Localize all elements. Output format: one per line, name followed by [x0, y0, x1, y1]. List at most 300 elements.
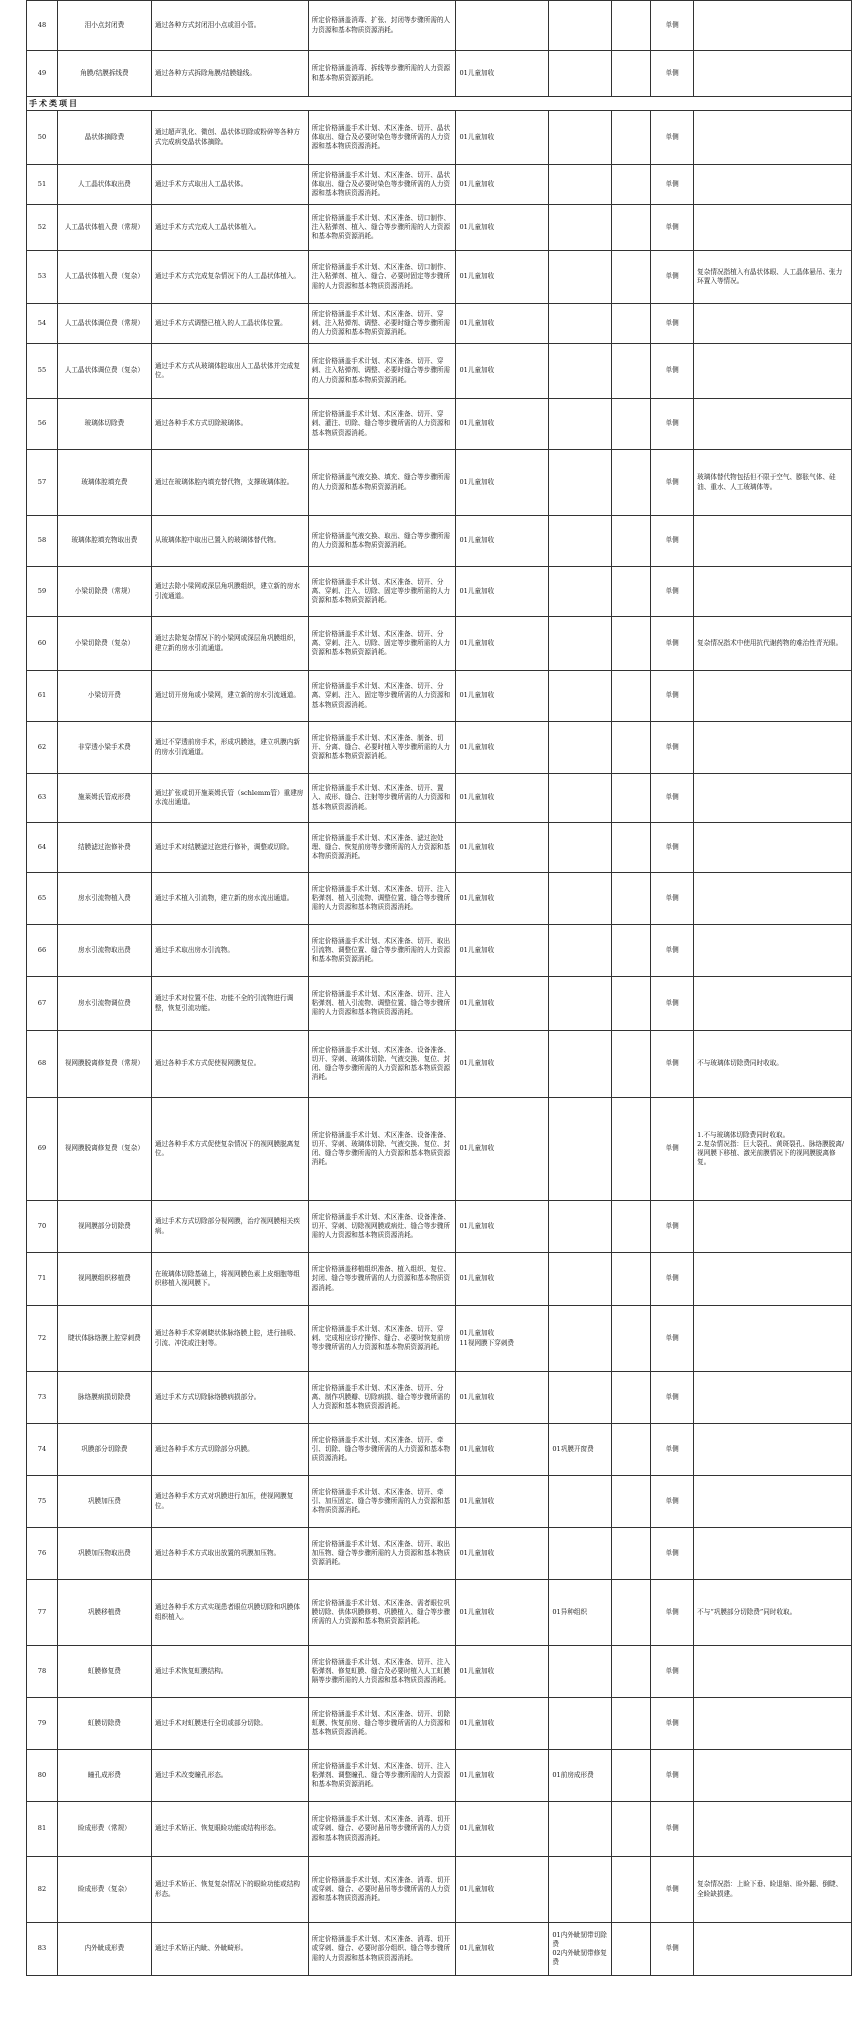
empty-cell: [612, 1372, 651, 1424]
item-content-cell: 通过手术矫正、恢复复杂情况下的眼睑功能或结构形态。: [151, 1857, 308, 1923]
unit-cell: 单侧: [651, 1, 694, 51]
item-name-cell: 小梁切开费: [57, 671, 151, 722]
item-content-cell: 通过各种手术方式促使复杂情况下的视网膜脱离复位。: [151, 1098, 308, 1201]
addon-cell: 01儿童加收: [456, 873, 549, 925]
price-scope-cell: 所定价格涵盖手术计划、术区准备、切开、注入粘弹剂、调整瞳孔、缝合等步骤所需的人力资源和基本物质资源消耗。: [308, 1750, 456, 1802]
note-cell: [694, 165, 852, 205]
item-name-cell: 房水引流物植入费: [57, 873, 151, 925]
extension-cell: [549, 722, 612, 774]
empty-cell: [612, 205, 651, 251]
addon-cell: 01儿童加收: [456, 1528, 549, 1580]
item-name-cell: 施莱姆氏管成形费: [57, 774, 151, 823]
item-content-cell: 通过手术矫正、恢复眼睑功能或结构形态。: [151, 1802, 308, 1857]
row-number-cell: 83: [27, 1923, 58, 1976]
table-row: [27, 1698, 852, 1750]
note-cell: [694, 1372, 852, 1424]
price-scope-cell: 所定价格涵盖手术计划、术区准备、切开、分离、穿刺、注入、固定等步骤所需的人力资源和基本物质资源消耗。: [308, 671, 456, 722]
item-content-cell: 通过手术方式切除脉络膜病损部分。: [151, 1372, 308, 1424]
row-number-cell: 59: [27, 567, 58, 617]
table-row: [27, 1372, 852, 1424]
row-number-cell: 74: [27, 1424, 58, 1476]
price-scope-cell: 所定价格涵盖消毒、扩张、封闭等步骤所需的人力资源和基本物质资源消耗。: [308, 1, 456, 51]
item-content-cell: 通过超声乳化、微创、晶状体切除或粉碎等各种方式完成病变晶状体摘除。: [151, 111, 308, 165]
row-number-cell: 79: [27, 1698, 58, 1750]
price-scope-cell: 所定价格涵盖手术计划、术区准备、切开、穿刺、注入粘弹剂、调整、必要时缝合等步骤所需的人力资源和基本物质资源消耗。: [308, 344, 456, 399]
note-cell: [694, 671, 852, 722]
unit-cell: 单侧: [651, 1201, 694, 1253]
row-number-cell: 82: [27, 1857, 58, 1923]
note-cell: [694, 51, 852, 97]
addon-cell: 01儿童加收: [456, 1802, 549, 1857]
unit-cell: 单侧: [651, 567, 694, 617]
table-row: [27, 1802, 852, 1857]
price-scope-cell: 所定价格涵盖手术计划、术区准备、切开、注入粘弹剂、植入引流物、调整位置、缝合等步骤所需的人力资源和基本物质资源消耗。: [308, 873, 456, 925]
price-scope-cell: 所定价格涵盖手术计划、术区准备、切开、穿刺、注入粘弹剂、调整、必要时缝合等步骤所需的人力资源和基本物质资源消耗。: [308, 304, 456, 344]
empty-cell: [612, 165, 651, 205]
unit-cell: 单侧: [651, 774, 694, 823]
row-number-cell: 75: [27, 1476, 58, 1528]
price-table-body: [27, 1, 852, 1976]
empty-cell: [612, 1, 651, 51]
note-cell: [694, 774, 852, 823]
note-cell: [694, 1, 852, 51]
unit-cell: 单侧: [651, 1580, 694, 1646]
price-scope-cell: 所定价格涵盖移植组织准备、植入组织、复位、封闭、缝合等步骤所需的人力资源和基本物质资源消耗。: [308, 1253, 456, 1306]
addon-cell: 01儿童加收: [456, 617, 549, 671]
addon-cell: 01儿童加收: [456, 823, 549, 873]
table-row: [27, 1580, 852, 1646]
empty-cell: [612, 1201, 651, 1253]
extension-cell: 01巩膜开窗费: [549, 1424, 612, 1476]
unit-cell: 单侧: [651, 450, 694, 516]
row-number-cell: 72: [27, 1306, 58, 1372]
price-scope-cell: 所定价格涵盖手术计划、术区准备、切开、穿刺、灌注、切除、缝合等步骤所需的人力资源和基本物质资源消耗。: [308, 399, 456, 450]
unit-cell: 单侧: [651, 1031, 694, 1098]
note-cell: [694, 1528, 852, 1580]
unit-cell: 单侧: [651, 1424, 694, 1476]
table-row: [27, 51, 852, 97]
row-number-cell: 68: [27, 1031, 58, 1098]
row-number-cell: 77: [27, 1580, 58, 1646]
addon-cell: 01儿童加收: [456, 1923, 549, 1976]
extension-cell: [549, 165, 612, 205]
note-cell: 复杂情况指：上睑下垂、睑退缩、睑外翻、倒睫、全睑缺损建。: [694, 1857, 852, 1923]
item-name-cell: 非穿透小梁手术费: [57, 722, 151, 774]
item-name-cell: 视网膜组织移植费: [57, 1253, 151, 1306]
table-row: [27, 1098, 852, 1201]
item-name-cell: 结膜滤过泡修补费: [57, 823, 151, 873]
price-scope-cell: 所定价格涵盖手术计划、术区准备、切开、置入、成形、缝合、注射等步骤所需的人力资源和基本物质资源消耗。: [308, 774, 456, 823]
table-row: [27, 567, 852, 617]
item-content-cell: 通过各种手术方式切除玻璃体。: [151, 399, 308, 450]
note-cell: [694, 1201, 852, 1253]
empty-cell: [612, 1646, 651, 1698]
empty-cell: [612, 1580, 651, 1646]
extension-cell: [549, 873, 612, 925]
addon-cell: 01儿童加收: [456, 1098, 549, 1201]
price-scope-cell: 所定价格涵盖手术计划、术区准备、消毒、切开或穿刺、缝合、必要时悬吊等步骤所需的人力资源和基本物质资源消耗。: [308, 1802, 456, 1857]
note-cell: [694, 1253, 852, 1306]
price-scope-cell: 所定价格涵盖气液交换、取出、缝合等步骤所需的人力资源和基本物质资源消耗。: [308, 516, 456, 567]
addon-cell: 01儿童加收: [456, 251, 549, 304]
unit-cell: 单侧: [651, 1802, 694, 1857]
empty-cell: [612, 925, 651, 977]
note-cell: [694, 1698, 852, 1750]
empty-cell: [612, 111, 651, 165]
table-row: [27, 165, 852, 205]
row-number-cell: 58: [27, 516, 58, 567]
addon-cell: 01儿童加收: [456, 304, 549, 344]
item-name-cell: 巩膜部分切除费: [57, 1424, 151, 1476]
table-row: [27, 1424, 852, 1476]
addon-cell: 01儿童加收: [456, 111, 549, 165]
table-row: [27, 823, 852, 873]
row-number-cell: 65: [27, 873, 58, 925]
item-content-cell: 通过手术矫正内眦、外眦畸形。: [151, 1923, 308, 1976]
empty-cell: [612, 304, 651, 344]
note-cell: 1.不与玻璃体切除费同时收取。 2.复杂情况指：巨大裂孔、黄斑裂孔、脉络膜脱离/视网膜下移植、激光前膜情况下的视网膜脱离修复。: [694, 1098, 852, 1201]
note-cell: [694, 722, 852, 774]
extension-cell: [549, 399, 612, 450]
empty-cell: [612, 450, 651, 516]
price-scope-cell: 所定价格涵盖手术计划、术区准备、切口制作、注入粘弹剂、植入、缝合、必要时固定等步骤所需的人力资源和基本物质资源消耗。: [308, 251, 456, 304]
empty-cell: [612, 1923, 651, 1976]
empty-cell: [612, 1306, 651, 1372]
addon-cell: 01儿童加收: [456, 671, 549, 722]
price-scope-cell: 所定价格涵盖手术计划、术区准备、消毒、切开或穿刺、缝合、必要时悬吊等步骤所需的人力资源和基本物质资源消耗。: [308, 1857, 456, 1923]
unit-cell: 单侧: [651, 304, 694, 344]
extension-cell: [549, 1098, 612, 1201]
price-scope-cell: 所定价格涵盖手术计划、术区准备、切开、取出引流物、调整位置、缝合等步骤所需的人力资源和基本物质资源消耗。: [308, 925, 456, 977]
addon-cell: 01儿童加收: [456, 1476, 549, 1528]
unit-cell: 单侧: [651, 51, 694, 97]
addon-cell: 01儿童加收: [456, 344, 549, 399]
item-content-cell: 通过去除小梁网或深层角巩膜组织，建立新的房水引流通道。: [151, 567, 308, 617]
note-cell: [694, 925, 852, 977]
empty-cell: [612, 774, 651, 823]
row-number-cell: 62: [27, 722, 58, 774]
row-number-cell: 57: [27, 450, 58, 516]
price-scope-cell: 所定价格涵盖手术计划、术区准备、切开、晶状体取出、缝合及必要时染色等步骤所需的人力资源和基本物质资源消耗。: [308, 165, 456, 205]
table-row: [27, 516, 852, 567]
empty-cell: [612, 1098, 651, 1201]
note-cell: [694, 567, 852, 617]
extension-cell: [549, 51, 612, 97]
item-content-cell: 通过各种手术方式实现患者眼位巩膜切除和巩膜体组织植入。: [151, 1580, 308, 1646]
item-content-cell: 通过各种手术方式切除部分巩膜。: [151, 1424, 308, 1476]
extension-cell: [549, 1201, 612, 1253]
unit-cell: 单侧: [651, 1646, 694, 1698]
extension-cell: [549, 1253, 612, 1306]
row-number-cell: 64: [27, 823, 58, 873]
unit-cell: 单侧: [651, 251, 694, 304]
price-scope-cell: 所定价格涵盖手术计划、术区准备、切开、晶状体取出、缝合及必要时染色等步骤所需的人力资源和基本物质资源消耗。: [308, 111, 456, 165]
empty-cell: [612, 344, 651, 399]
price-scope-cell: 所定价格涵盖手术计划、术区准备、切开、穿刺、完成相应诊疗操作、缝合、必要时恢复前房等步骤所需的人力资源和基本物质资源消耗。: [308, 1306, 456, 1372]
empty-cell: [612, 1698, 651, 1750]
price-scope-cell: 所定价格涵盖手术计划、术区准备、切开、注入粘弹剂、修复虹膜、缝合及必要时植入人工虹膜隔等步骤所需的人力资源和基本物质资源消耗。: [308, 1646, 456, 1698]
note-cell: 不与“巩膜部分切除费”同时收取。: [694, 1580, 852, 1646]
extension-cell: [549, 1646, 612, 1698]
table-row: [27, 925, 852, 977]
unit-cell: 单侧: [651, 1528, 694, 1580]
extension-cell: [549, 567, 612, 617]
table-row: [27, 1476, 852, 1528]
empty-cell: [612, 1424, 651, 1476]
price-scope-cell: 所定价格涵盖手术计划、术区准备、设备准备、切开、穿刺、玻璃体切除、气液交换、复位、封闭、缝合等步骤所需的人力资源和基本物质资源消耗。: [308, 1098, 456, 1201]
table-row: [27, 671, 852, 722]
extension-cell: [549, 1857, 612, 1923]
item-name-cell: 脉络膜病损切除费: [57, 1372, 151, 1424]
unit-cell: 单侧: [651, 977, 694, 1031]
price-scope-cell: 所定价格涵盖手术计划、术区准备、消毒、切开或穿刺、缝合、必要时部分组织、缝合等步骤所需的人力资源和基本物质资源消耗。: [308, 1923, 456, 1976]
item-name-cell: 睫状体脉络膜上腔穿刺费: [57, 1306, 151, 1372]
item-name-cell: 视网膜脱离修复费（常规）: [57, 1031, 151, 1098]
table-row: [27, 399, 852, 450]
item-name-cell: 小梁切除费（复杂）: [57, 617, 151, 671]
unit-cell: 单侧: [651, 1476, 694, 1528]
item-content-cell: 通过扩张或切开施莱姆氏管（schlemm管）重建房水流出通道。: [151, 774, 308, 823]
addon-cell: 01儿童加收: [456, 516, 549, 567]
item-content-cell: 通过手术恢复虹膜结构。: [151, 1646, 308, 1698]
price-table: [26, 0, 852, 1976]
item-content-cell: 通过不穿透前房手术，形成巩膜池，建立巩膜内新的房水引流通道。: [151, 722, 308, 774]
price-scope-cell: 所定价格涵盖手术计划、术区准备、切开、分离、穿刺、注入、切除、固定等步骤所需的人力资源和基本物质资源消耗。: [308, 567, 456, 617]
addon-cell: 01儿童加收: [456, 925, 549, 977]
extension-cell: [549, 1031, 612, 1098]
note-cell: [694, 823, 852, 873]
price-scope-cell: 所定价格涵盖手术计划、术区准备、切口制作、注入粘弹剂、植入、缝合等步骤所需的人力资源和基本物质资源消耗。: [308, 205, 456, 251]
price-scope-cell: 所定价格涵盖手术计划、术区准备、切开、取出加压物、缝合等步骤所需的人力资源和基本物质资源消耗。: [308, 1528, 456, 1580]
table-row: [27, 304, 852, 344]
table-row: [27, 111, 852, 165]
row-number-cell: 54: [27, 304, 58, 344]
price-scope-cell: 所定价格涵盖手术计划、术区准备、需者眼位巩膜切除、供体巩膜修剪、巩膜植入、缝合等步骤所需的人力资源和基本物质资源消耗。: [308, 1580, 456, 1646]
item-name-cell: 人工晶状体取出费: [57, 165, 151, 205]
note-cell: [694, 1306, 852, 1372]
note-cell: [694, 111, 852, 165]
note-cell: [694, 344, 852, 399]
item-content-cell: 通过手术方式完成复杂情况下的人工晶状体植入。: [151, 251, 308, 304]
unit-cell: 单侧: [651, 344, 694, 399]
table-row: [27, 1646, 852, 1698]
item-content-cell: 通过手术方式调整已植入的人工晶状体位置。: [151, 304, 308, 344]
item-content-cell: 在玻璃体切除基础上，将视网膜色素上皮细胞等组织移植入视网膜下。: [151, 1253, 308, 1306]
item-name-cell: 人工晶状体植入费（常规）: [57, 205, 151, 251]
item-content-cell: 通过各种手术方式对巩膜进行加压，使视网膜复位。: [151, 1476, 308, 1528]
empty-cell: [612, 567, 651, 617]
empty-cell: [612, 617, 651, 671]
item-name-cell: 房水引流物调位费: [57, 977, 151, 1031]
section-header-row: [27, 97, 852, 111]
price-scope-cell: 所定价格涵盖手术计划、术区准备、切开、分离、制作巩膜瓣、切除病损、缝合等步骤所需的人力资源和基本物质资源消耗。: [308, 1372, 456, 1424]
table-row: [27, 1201, 852, 1253]
addon-cell: 01儿童加收: [456, 1580, 549, 1646]
item-name-cell: 虹膜切除费: [57, 1698, 151, 1750]
note-cell: [694, 516, 852, 567]
empty-cell: [612, 399, 651, 450]
unit-cell: 单侧: [651, 1857, 694, 1923]
row-number-cell: 70: [27, 1201, 58, 1253]
row-number-cell: 81: [27, 1802, 58, 1857]
row-number-cell: 48: [27, 1, 58, 51]
unit-cell: 单侧: [651, 111, 694, 165]
unit-cell: 单侧: [651, 722, 694, 774]
section-title: 手术类项目: [27, 97, 852, 111]
extension-cell: [549, 516, 612, 567]
extension-cell: [549, 1476, 612, 1528]
addon-cell: 01儿童加收: [456, 1646, 549, 1698]
table-row: [27, 617, 852, 671]
row-number-cell: 78: [27, 1646, 58, 1698]
row-number-cell: 55: [27, 344, 58, 399]
price-scope-cell: 所定价格涵盖消毒、拆线等步骤所需的人力资源和基本物质资源消耗。: [308, 51, 456, 97]
item-name-cell: 玻璃体腔填充物取出费: [57, 516, 151, 567]
addon-cell: 01儿童加收: [456, 1424, 549, 1476]
extension-cell: [549, 304, 612, 344]
item-name-cell: 巩膜加压物取出费: [57, 1528, 151, 1580]
unit-cell: 单侧: [651, 617, 694, 671]
empty-cell: [612, 251, 651, 304]
unit-cell: 单侧: [651, 1372, 694, 1424]
unit-cell: 单侧: [651, 671, 694, 722]
item-name-cell: 视网膜部分切除费: [57, 1201, 151, 1253]
item-name-cell: 睑成形费（复杂）: [57, 1857, 151, 1923]
table-row: [27, 1528, 852, 1580]
empty-cell: [612, 671, 651, 722]
empty-cell: [612, 1253, 651, 1306]
extension-cell: [549, 617, 612, 671]
extension-cell: 01前房成形费: [549, 1750, 612, 1802]
item-content-cell: 从玻璃体腔中取出已置入的玻璃体替代物。: [151, 516, 308, 567]
addon-cell: 01儿童加收: [456, 165, 549, 205]
empty-cell: [612, 1476, 651, 1528]
item-name-cell: 小梁切除费（常规）: [57, 567, 151, 617]
unit-cell: 单侧: [651, 1306, 694, 1372]
item-content-cell: 通过各种手术穿刺睫状体脉络膜上腔，进行抽吸、引流、冲洗或注射等。: [151, 1306, 308, 1372]
row-number-cell: 69: [27, 1098, 58, 1201]
row-number-cell: 50: [27, 111, 58, 165]
table-row: [27, 873, 852, 925]
extension-cell: [549, 1306, 612, 1372]
extension-cell: [549, 1802, 612, 1857]
unit-cell: 单侧: [651, 1698, 694, 1750]
empty-cell: [612, 1802, 651, 1857]
item-content-cell: 通过切开房角或小梁网，建立新的房水引流通道。: [151, 671, 308, 722]
item-content-cell: 通过各种手术方式取出放置的巩膜加压物。: [151, 1528, 308, 1580]
extension-cell: 01内外眦韧带切除费 02内外眦韧带修复费: [549, 1923, 612, 1976]
table-row: [27, 1253, 852, 1306]
empty-cell: [612, 1857, 651, 1923]
addon-cell: 01儿童加收: [456, 774, 549, 823]
item-content-cell: 通过在玻璃体腔内填充替代物，支撑玻璃体腔。: [151, 450, 308, 516]
note-cell: [694, 1802, 852, 1857]
addon-cell: 01儿童加收: [456, 1857, 549, 1923]
row-number-cell: 67: [27, 977, 58, 1031]
addon-cell: 01儿童加收: [456, 51, 549, 97]
unit-cell: 单侧: [651, 1750, 694, 1802]
table-row: [27, 251, 852, 304]
extension-cell: [549, 774, 612, 823]
extension-cell: [549, 111, 612, 165]
empty-cell: [612, 873, 651, 925]
price-scope-cell: 所定价格涵盖手术计划、术区准备、制备、切开、分离、缝合、必要时植入等步骤所需的人力资源和基本物质资源消耗。: [308, 722, 456, 774]
item-name-cell: 巩膜移植费: [57, 1580, 151, 1646]
note-cell: 复杂情况指植入有晶状体眼、人工晶体悬吊、张力环置入等情况。: [694, 251, 852, 304]
table-row: [27, 1750, 852, 1802]
item-name-cell: 内外眦成形费: [57, 1923, 151, 1976]
table-row: [27, 450, 852, 516]
item-name-cell: 虹膜修复费: [57, 1646, 151, 1698]
unit-cell: 单侧: [651, 823, 694, 873]
item-content-cell: 通过各种方式封闭泪小点或泪小管。: [151, 1, 308, 51]
item-content-cell: 通过手术取出房水引流物。: [151, 925, 308, 977]
row-number-cell: 73: [27, 1372, 58, 1424]
unit-cell: 单侧: [651, 399, 694, 450]
table-row: [27, 344, 852, 399]
item-content-cell: 通过手术方式取出人工晶状体。: [151, 165, 308, 205]
item-content-cell: 通过手术方式从玻璃体腔取出人工晶状体并完成复位。: [151, 344, 308, 399]
extension-cell: [549, 205, 612, 251]
row-number-cell: 80: [27, 1750, 58, 1802]
empty-cell: [612, 516, 651, 567]
item-content-cell: 通过各种手术方式促使视网膜复位。: [151, 1031, 308, 1098]
item-name-cell: 泪小点封闭费: [57, 1, 151, 51]
item-name-cell: 人工晶状体调位费（复杂）: [57, 344, 151, 399]
extension-cell: [549, 450, 612, 516]
row-number-cell: 53: [27, 251, 58, 304]
item-name-cell: 瞳孔成形费: [57, 1750, 151, 1802]
note-cell: [694, 304, 852, 344]
table-row: [27, 1306, 852, 1372]
item-name-cell: 睑成形费（常规）: [57, 1802, 151, 1857]
price-scope-cell: 所定价格涵盖手术计划、术区准备、切开、分离、穿刺、注入、切除、固定等步骤所需的人力资源和基本物质资源消耗。: [308, 617, 456, 671]
addon-cell: 01儿童加收: [456, 1750, 549, 1802]
row-number-cell: 61: [27, 671, 58, 722]
item-name-cell: 房水引流物取出费: [57, 925, 151, 977]
item-name-cell: 巩膜加压费: [57, 1476, 151, 1528]
price-scope-cell: 所定价格涵盖气液交换、填充、缝合等步骤所需的人力资源和基本物质资源消耗。: [308, 450, 456, 516]
item-content-cell: 通过手术植入引流物，建立新的房水流出通道。: [151, 873, 308, 925]
extension-cell: [549, 925, 612, 977]
addon-cell: 01儿童加收: [456, 1031, 549, 1098]
row-number-cell: 56: [27, 399, 58, 450]
item-name-cell: 玻璃体切除费: [57, 399, 151, 450]
addon-cell: 01儿童加收: [456, 1698, 549, 1750]
note-cell: [694, 205, 852, 251]
note-cell: [694, 399, 852, 450]
addon-cell: 01儿童加收 11视网膜下穿刺费: [456, 1306, 549, 1372]
note-cell: 复杂情况指术中使用抗代谢药物的难治性青光眼。: [694, 617, 852, 671]
note-cell: [694, 1646, 852, 1698]
addon-cell: 01儿童加收: [456, 450, 549, 516]
row-number-cell: 51: [27, 165, 58, 205]
extension-cell: [549, 344, 612, 399]
note-cell: 不与玻璃体切除费同时收取。: [694, 1031, 852, 1098]
note-cell: [694, 873, 852, 925]
table-row: [27, 722, 852, 774]
item-content-cell: 通过去除复杂情况下的小梁网或深层角巩膜组织，建立新的房水引流通道。: [151, 617, 308, 671]
row-number-cell: 63: [27, 774, 58, 823]
empty-cell: [612, 722, 651, 774]
price-scope-cell: 所定价格涵盖手术计划、术区准备、设备准备、切开、穿刺、玻璃体切除、气液交换、复位、封闭、缝合等步骤所需的人力资源和基本物质资源消耗。: [308, 1031, 456, 1098]
price-scope-cell: 所定价格涵盖手术计划、术区准备、切开、切除虹膜、恢复前房、缝合等步骤所需的人力资源和基本物质资源消耗。: [308, 1698, 456, 1750]
extension-cell: 01异种组织: [549, 1580, 612, 1646]
item-content-cell: 通过手术对结膜滤过泡进行修补，调整或切除。: [151, 823, 308, 873]
empty-cell: [612, 1750, 651, 1802]
unit-cell: 单侧: [651, 165, 694, 205]
row-number-cell: 66: [27, 925, 58, 977]
